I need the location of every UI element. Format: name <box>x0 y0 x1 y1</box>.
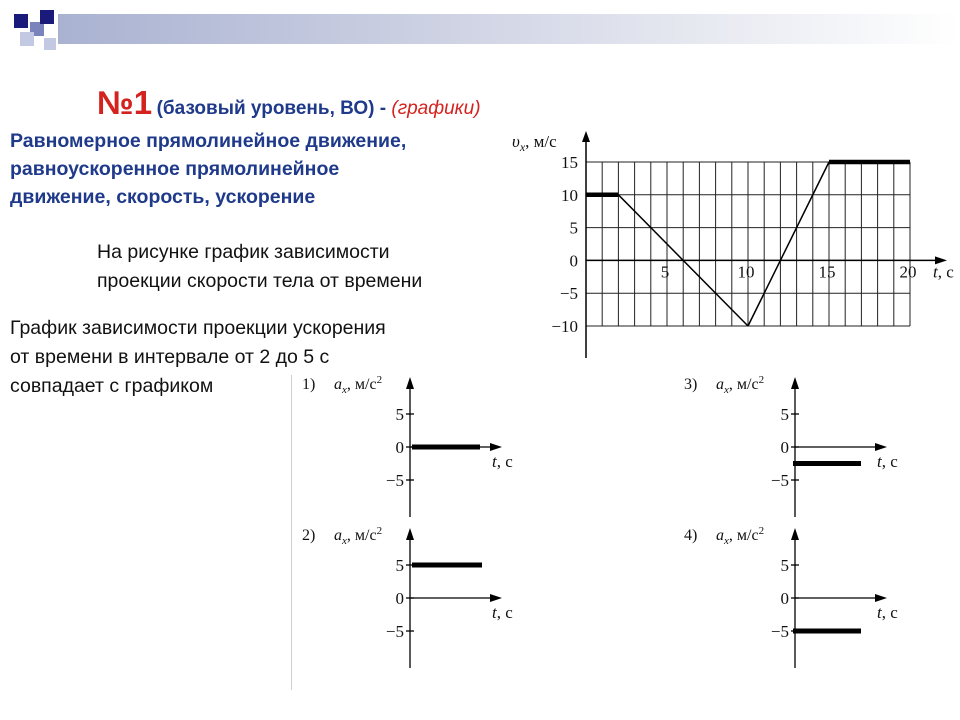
option-y-tick-label: 5 <box>395 405 404 424</box>
option-x-axis-label: t, с <box>492 452 513 471</box>
question-line: совпадает с графиком <box>10 375 214 397</box>
option-x-axis-label: t, с <box>877 603 898 622</box>
title-dash: - <box>374 98 392 119</box>
x-axis-label: t, с <box>933 262 954 282</box>
option-y-tick-label: 0 <box>395 589 404 608</box>
option-y-tick-label: −5 <box>770 471 789 490</box>
x-tick-label: 5 <box>660 262 670 282</box>
y-axis-arrow <box>582 131 590 142</box>
y-axis-label: $\upsilon_x$, м/с <box>512 132 557 154</box>
option-y-tick-label: −5 <box>770 622 789 641</box>
y-tick-label: −5 <box>559 284 578 304</box>
y-tick-label: 5 <box>569 218 578 238</box>
option-x-axis-label: t, с <box>877 452 898 471</box>
option-y-axis-arrow <box>791 528 799 540</box>
option-y-tick-label: 0 <box>780 438 789 457</box>
option-x-axis-arrow <box>490 594 502 602</box>
option-y-tick-label: 5 <box>395 556 404 575</box>
option-y-axis-label: $a_x$, $м/с^2$ <box>716 525 765 547</box>
option-number-label: 1) <box>302 376 316 393</box>
topic-line: равноускоренное прямолинейное <box>10 158 340 180</box>
y-tick-label: 0 <box>569 251 578 271</box>
x-tick-label: 10 <box>737 262 755 282</box>
y-tick-label: −10 <box>551 317 578 336</box>
prompt-line: проекции скорости тела от времени <box>97 270 423 292</box>
option-number-label: 3) <box>684 376 698 393</box>
y-tick-label: 15 <box>561 153 578 172</box>
option-y-axis-arrow <box>791 377 799 389</box>
option-number-label: 4) <box>684 527 698 544</box>
task-number: №1 <box>97 84 153 121</box>
option-y-tick-label: 0 <box>395 438 404 457</box>
option-y-axis-label: $a_x$, $м/с^2$ <box>334 374 383 396</box>
prompt-line: На рисунке график зависимости <box>97 241 390 263</box>
option-y-axis-label: $a_x$, $м/с^2$ <box>716 374 765 396</box>
option-y-tick-label: −5 <box>385 471 404 490</box>
topic-line: движение, скорость, ускорение <box>10 186 316 208</box>
x-tick-label: 15 <box>818 262 836 282</box>
option-y-axis-label: $a_x$, $м/с^2$ <box>334 525 383 547</box>
velocity-series-segment <box>748 162 829 326</box>
option-y-axis-arrow <box>406 528 414 540</box>
option-y-tick-label: 5 <box>780 556 789 575</box>
option-y-axis-arrow <box>406 377 414 389</box>
question-line: График зависимости проекции ускорения <box>10 317 386 339</box>
option-x-axis-arrow <box>875 594 887 602</box>
option-y-tick-label: −5 <box>385 622 404 641</box>
x-tick-label: 20 <box>899 262 917 282</box>
question-line: от времени в интервале от 2 до 5 с <box>10 346 330 368</box>
option-y-tick-label: 0 <box>780 589 789 608</box>
y-tick-label: 10 <box>561 185 578 205</box>
task-level: (базовый уровень, ВО) <box>156 98 375 119</box>
option-x-axis-label: t, с <box>492 603 513 622</box>
option-x-axis-arrow <box>875 443 887 451</box>
option-y-tick-label: 5 <box>780 405 789 424</box>
option-x-axis-arrow <box>490 443 502 451</box>
option-number-label: 2) <box>302 527 316 544</box>
topic-line: Равномерное прямолинейное движение, <box>10 130 407 152</box>
task-kind: (графики) <box>391 98 481 119</box>
